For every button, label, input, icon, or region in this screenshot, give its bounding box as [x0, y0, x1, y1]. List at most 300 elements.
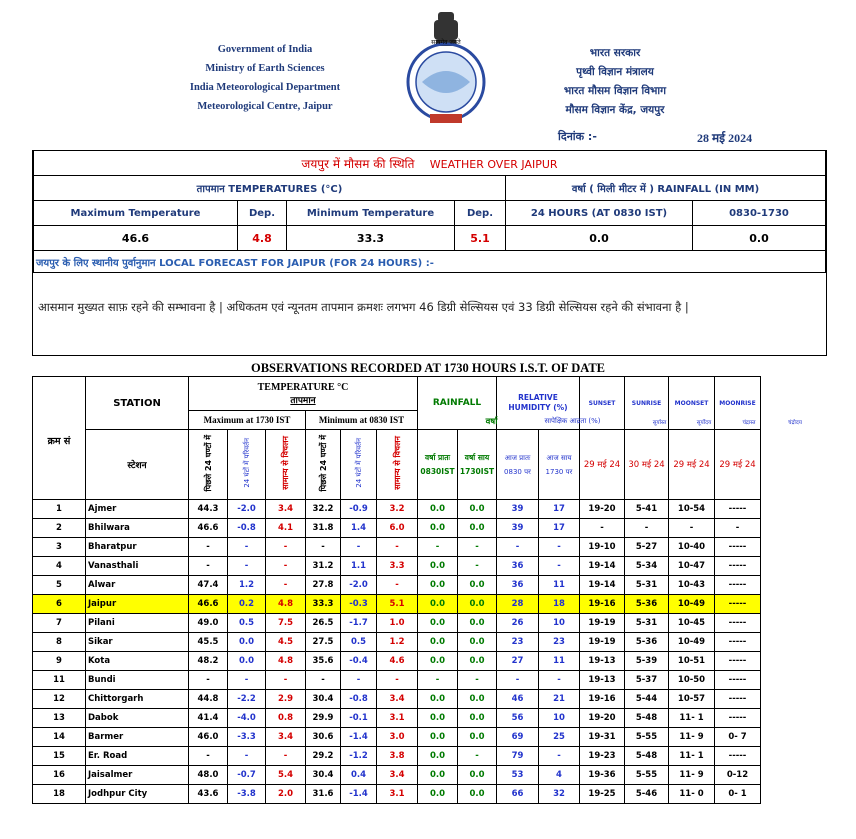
- last24-header: पिछले 24 घण्टों में: [203, 434, 213, 492]
- moonset-cell: 10-40: [669, 538, 715, 557]
- table-row: [33, 614, 761, 633]
- national-emblem-icon: [400, 10, 492, 128]
- sunset-cell: 19-13: [580, 652, 625, 671]
- min-change-cell: -0.4: [341, 652, 377, 671]
- last24-header: पिछले 24 घण्टों में: [318, 434, 328, 492]
- min-temp-cell: 30.4: [306, 690, 341, 709]
- serial-cell: 3: [33, 538, 86, 557]
- station-name-cell: Er. Road: [86, 747, 189, 766]
- max-temp-cell: 46.6: [189, 595, 228, 614]
- header-line: पृथ्वी विज्ञान मंत्रालय: [576, 66, 654, 78]
- min-dev-cell: 6.0: [377, 519, 418, 538]
- rain-evening-cell: -: [458, 671, 497, 690]
- max-change-cell: -3.3: [228, 728, 266, 747]
- serial-cell: 12: [33, 690, 86, 709]
- rh-evening-time: 1730 पर: [545, 467, 573, 476]
- max-dev-cell: -: [266, 557, 306, 576]
- rain-evening-cell: 0.0: [458, 728, 497, 747]
- sunset-cell: 19-36: [580, 766, 625, 785]
- moonrise-cell: -----: [715, 557, 761, 576]
- table-row: [33, 747, 761, 766]
- moonrise-header-hi: चंद्रोदय: [788, 420, 802, 426]
- rh-morning-header: [497, 430, 539, 500]
- max-temp-cell: 44.8: [189, 690, 228, 709]
- sunrise-header: SUNRISE: [625, 377, 669, 430]
- sunset-cell: 19-10: [580, 538, 625, 557]
- max-dev-cell: -: [266, 576, 306, 595]
- rh-morning-cell: 39: [497, 519, 539, 538]
- rain-morning-cell: -: [418, 671, 458, 690]
- max-temp-cell: -: [189, 747, 228, 766]
- min-temp-value: 33.3: [287, 226, 455, 251]
- header-hindi: [530, 44, 700, 120]
- moonrise-cell: -----: [715, 652, 761, 671]
- max-change-cell: 0.0: [228, 652, 266, 671]
- moonset-header: MOONSET: [669, 377, 715, 430]
- min-change-cell: 0.4: [341, 766, 377, 785]
- moonset-cell: 11- 9: [669, 728, 715, 747]
- rain-morning-cell: 0.0: [418, 557, 458, 576]
- sunset-date: 29 मई 24: [580, 430, 625, 500]
- moonset-cell: 10-50: [669, 671, 715, 690]
- moonrise-cell: -----: [715, 671, 761, 690]
- table-row: [33, 633, 761, 652]
- min-change-cell: 1.1: [341, 557, 377, 576]
- rain-morning-cell: 0.0: [418, 500, 458, 519]
- date-value: 28 मई 2024: [697, 131, 753, 145]
- min-temp-cell: 30.4: [306, 766, 341, 785]
- observations-table: [32, 376, 761, 804]
- max-change-cell: -2.2: [228, 690, 266, 709]
- min-group-header: Minimum at 0830 IST: [306, 411, 418, 430]
- rain-evening-cell: 0.0: [458, 519, 497, 538]
- station-name-cell: Sikar: [86, 633, 189, 652]
- serial-cell: 18: [33, 785, 86, 804]
- station-name-cell: Chittorgarh: [86, 690, 189, 709]
- max-temp-cell: 45.5: [189, 633, 228, 652]
- rain-evening-label: वर्षा साय: [464, 452, 490, 462]
- max-temp-cell: 46.6: [189, 519, 228, 538]
- max-change-cell: 0.0: [228, 633, 266, 652]
- max-temp-cell: 48.2: [189, 652, 228, 671]
- header-line: India Meteorological Department: [189, 82, 341, 93]
- max-group-header: Maximum at 1730 IST: [189, 411, 306, 430]
- min-dep-value: 5.1: [455, 226, 506, 251]
- serial-cell: 2: [33, 519, 86, 538]
- sunrise-cell: 5-48: [625, 747, 669, 766]
- serial-cell: 8: [33, 633, 86, 652]
- table-row: [33, 728, 761, 747]
- min-dev-cell: 1.0: [377, 614, 418, 633]
- rain-morning-header: [418, 430, 458, 500]
- station-header: STATION: [86, 377, 189, 430]
- min-dev-cell: 3.1: [377, 785, 418, 804]
- min-dev-cell: -: [377, 671, 418, 690]
- max-change-cell: -: [228, 671, 266, 690]
- rh-evening-cell: 11: [539, 652, 580, 671]
- rh-evening-cell: 32: [539, 785, 580, 804]
- sunrise-cell: 5-37: [625, 671, 669, 690]
- min-dev-cell: -: [377, 576, 418, 595]
- sunrise-cell: 5-48: [625, 709, 669, 728]
- sunrise-cell: 5-39: [625, 652, 669, 671]
- min-change-cell: -1.4: [341, 785, 377, 804]
- min-temp-cell: -: [306, 538, 341, 557]
- sunrise-cell: 5-27: [625, 538, 669, 557]
- sunset-cell: 19-19: [580, 614, 625, 633]
- min-temp-cell: 31.8: [306, 519, 341, 538]
- sunrise-cell: -: [625, 519, 669, 538]
- rh-morning-cell: 46: [497, 690, 539, 709]
- min-change-cell: 0.5: [341, 633, 377, 652]
- sunset-cell: 19-16: [580, 690, 625, 709]
- max-temp-cell: -: [189, 538, 228, 557]
- sunrise-cell: 5-36: [625, 595, 669, 614]
- moonset-cell: 10-57: [669, 690, 715, 709]
- min-change-cell: -2.0: [341, 576, 377, 595]
- serial-cell: 6: [33, 595, 86, 614]
- col-rain-day: 0830-1730: [693, 201, 826, 226]
- rain-morning-cell: 0.0: [418, 576, 458, 595]
- max-dev-cell: 5.4: [266, 766, 306, 785]
- min-temp-cell: 27.8: [306, 576, 341, 595]
- station-name-cell: Jaipur: [86, 595, 189, 614]
- min-dev-cell: 3.4: [377, 690, 418, 709]
- rh-morning-cell: 69: [497, 728, 539, 747]
- rain-morning-label: वर्षा प्रातः: [424, 452, 451, 462]
- station-name-cell: Pilani: [86, 614, 189, 633]
- max-dev-cell: 7.5: [266, 614, 306, 633]
- rh-evening-cell: 10: [539, 709, 580, 728]
- moonset-cell: 10-49: [669, 595, 715, 614]
- header-english: [150, 40, 380, 116]
- max-dev-cell: -: [266, 671, 306, 690]
- rain-evening-cell: -: [458, 747, 497, 766]
- rh-evening-cell: 10: [539, 614, 580, 633]
- moonrise-cell: 0- 1: [715, 785, 761, 804]
- serial-cell: 5: [33, 576, 86, 595]
- max-dep-value: 4.8: [238, 226, 287, 251]
- rh-morning-cell: -: [497, 538, 539, 557]
- serial-cell: 16: [33, 766, 86, 785]
- moonrise-cell: -----: [715, 690, 761, 709]
- min-dev-cell: -: [377, 538, 418, 557]
- moonrise-cell: -----: [715, 709, 761, 728]
- rain-morning-cell: 0.0: [418, 519, 458, 538]
- serial-cell: 14: [33, 728, 86, 747]
- station-name-cell: Bhilwara: [86, 519, 189, 538]
- change24-header: 24 घंटों में परिवर्तन: [243, 438, 251, 488]
- min-temp-cell: 27.5: [306, 633, 341, 652]
- normal-dev-header: सामान्य से विचलन: [392, 436, 402, 490]
- min-dev-cell: 3.2: [377, 500, 418, 519]
- max-dev-cell: 4.5: [266, 633, 306, 652]
- min-change-cell: -0.8: [341, 690, 377, 709]
- moonset-cell: 11- 0: [669, 785, 715, 804]
- rain-evening-cell: 0.0: [458, 690, 497, 709]
- max-temp-cell: 47.4: [189, 576, 228, 595]
- weather-title-en: WEATHER OVER JAIPUR: [429, 157, 558, 171]
- rain-morning-cell: 0.0: [418, 785, 458, 804]
- rh-morning-cell: 66: [497, 785, 539, 804]
- rh-evening-cell: 18: [539, 595, 580, 614]
- max-temp-cell: 41.4: [189, 709, 228, 728]
- rain-evening-cell: 0.0: [458, 766, 497, 785]
- min-change-cell: -1.4: [341, 728, 377, 747]
- rh-morning-cell: -: [497, 671, 539, 690]
- rh-morning-cell: 36: [497, 557, 539, 576]
- min-dev-cell: 3.3: [377, 557, 418, 576]
- max-change-cell: 0.2: [228, 595, 266, 614]
- sunrise-cell: 5-31: [625, 576, 669, 595]
- min-dev-cell: 3.1: [377, 709, 418, 728]
- max-change-cell: -: [228, 538, 266, 557]
- rh-evening-cell: 4: [539, 766, 580, 785]
- sunset-header: SUNSET: [580, 377, 625, 430]
- min-temp-cell: 29.9: [306, 709, 341, 728]
- rainfall-header: वर्षा ( मिली मीटर में ) RAINFALL (IN MM): [506, 176, 826, 201]
- rain-evening-time: 1730IST: [459, 466, 495, 476]
- rh-morning-cell: 53: [497, 766, 539, 785]
- min-dev-cell: 5.1: [377, 595, 418, 614]
- rain-evening-cell: 0.0: [458, 576, 497, 595]
- max-temp-cell: 43.6: [189, 785, 228, 804]
- moonset-cell: 10-45: [669, 614, 715, 633]
- header-line: भारत सरकार: [589, 47, 641, 59]
- sunrise-cell: 5-44: [625, 690, 669, 709]
- min-temp-cell: 29.2: [306, 747, 341, 766]
- max-temp-cell: 49.0: [189, 614, 228, 633]
- sunset-cell: 19-23: [580, 747, 625, 766]
- table-row: [33, 766, 761, 785]
- header-line: Ministry of Earth Sciences: [205, 63, 325, 74]
- table-row: [33, 595, 761, 614]
- min-temp-cell: 26.5: [306, 614, 341, 633]
- min-dev-cell: 3.8: [377, 747, 418, 766]
- min-temp-cell: 35.6: [306, 652, 341, 671]
- max-dev-cell: -: [266, 538, 306, 557]
- moonrise-cell: 0-12: [715, 766, 761, 785]
- rh-morning-label: आज प्रातः: [504, 453, 531, 462]
- rain-evening-cell: 0.0: [458, 785, 497, 804]
- station-name-cell: Bharatpur: [86, 538, 189, 557]
- serial-header: क्रम सं: [33, 430, 86, 500]
- sunset-cell: 19-16: [580, 595, 625, 614]
- sunset-header-hi: सूर्यास्त: [652, 420, 667, 426]
- station-name-cell: Jodhpur City: [86, 785, 189, 804]
- date-label: दिनांक :-: [558, 130, 597, 143]
- moonset-cell: 11- 9: [669, 766, 715, 785]
- rh-evening-cell: 17: [539, 500, 580, 519]
- moonset-cell: 10-43: [669, 576, 715, 595]
- min-temp-cell: 31.6: [306, 785, 341, 804]
- max-change-cell: -: [228, 747, 266, 766]
- rh-evening-cell: 25: [539, 728, 580, 747]
- moonrise-cell: -----: [715, 538, 761, 557]
- forecast-label: जयपुर के लिए स्थानीय पुर्वानुमान LOCAL FORECAST FOR JAIPUR (FOR 24 HOURS) :-: [34, 251, 826, 273]
- observations-body: [33, 500, 761, 804]
- sunset-cell: 19-14: [580, 557, 625, 576]
- rain-evening-header: [458, 430, 497, 500]
- max-temp-cell: 48.0: [189, 766, 228, 785]
- rain-morning-cell: 0.0: [418, 614, 458, 633]
- rain-evening-cell: 0.0: [458, 709, 497, 728]
- rain-evening-cell: 0.0: [458, 595, 497, 614]
- rainfall-group-header: RAINFALL: [418, 377, 497, 430]
- max-temp-cell: -: [189, 671, 228, 690]
- table-row: [33, 671, 761, 690]
- moonrise-cell: -----: [715, 500, 761, 519]
- min-temp-cell: 30.6: [306, 728, 341, 747]
- sunrise-cell: 5-46: [625, 785, 669, 804]
- moonset-cell: 11- 1: [669, 709, 715, 728]
- min-change-cell: 1.4: [341, 519, 377, 538]
- weather-summary-box: [32, 150, 827, 356]
- rain-morning-cell: 0.0: [418, 652, 458, 671]
- rain-evening-cell: 0.0: [458, 652, 497, 671]
- col-dep: Dep.: [238, 201, 287, 226]
- weather-title: [34, 151, 826, 176]
- rain-morning-cell: 0.0: [418, 728, 458, 747]
- table-row: [33, 652, 761, 671]
- sunset-cell: 19-31: [580, 728, 625, 747]
- sunrise-cell: 5-41: [625, 500, 669, 519]
- weather-title-hi: जयपुर में मौसम की स्थिति: [301, 156, 415, 171]
- sunset-cell: -: [580, 519, 625, 538]
- max-change-cell: -2.0: [228, 500, 266, 519]
- rain-morning-cell: 0.0: [418, 709, 458, 728]
- sunset-cell: 19-20: [580, 709, 625, 728]
- sunrise-cell: 5-55: [625, 766, 669, 785]
- rainfall-header-hi: वर्षा: [485, 417, 498, 427]
- station-header-hi: स्टेशन: [86, 430, 189, 500]
- rain-evening-cell: -: [458, 538, 497, 557]
- min-dev-cell: 1.2: [377, 633, 418, 652]
- min-temp-cell: 32.2: [306, 500, 341, 519]
- rh-morning-cell: 28: [497, 595, 539, 614]
- moonrise-date: 29 मई 24: [715, 430, 761, 500]
- station-name-cell: Vanasthali: [86, 557, 189, 576]
- max-dev-cell: 4.8: [266, 652, 306, 671]
- moonrise-cell: -----: [715, 576, 761, 595]
- rh-group-header: RELATIVE HUMIDITY (%): [497, 377, 580, 430]
- moonset-cell: -: [669, 519, 715, 538]
- rain-day-value: 0.0: [693, 226, 826, 251]
- serial-cell: 13: [33, 709, 86, 728]
- min-change-cell: -0.9: [341, 500, 377, 519]
- min-change-cell: -: [341, 538, 377, 557]
- moonrise-cell: -: [715, 519, 761, 538]
- rh-morning-cell: 23: [497, 633, 539, 652]
- rh-evening-cell: -: [539, 557, 580, 576]
- serial-cell: 15: [33, 747, 86, 766]
- moonrise-cell: 0- 7: [715, 728, 761, 747]
- header-line: Government of India: [217, 44, 313, 55]
- rh-evening-cell: -: [539, 538, 580, 557]
- col-rain-24h: 24 HOURS (AT 0830 IST): [506, 201, 693, 226]
- rh-morning-cell: 26: [497, 614, 539, 633]
- serial-cell: 4: [33, 557, 86, 576]
- table-row: [33, 785, 761, 804]
- rh-morning-cell: 27: [497, 652, 539, 671]
- max-dev-cell: 0.8: [266, 709, 306, 728]
- sunset-cell: 19-20: [580, 500, 625, 519]
- moonset-header-hi: चंद्रास्त: [742, 420, 756, 426]
- rain-morning-cell: 0.0: [418, 766, 458, 785]
- table-row: [33, 690, 761, 709]
- table-row: [33, 709, 761, 728]
- max-dev-cell: 2.9: [266, 690, 306, 709]
- rh-evening-cell: 21: [539, 690, 580, 709]
- table-row: [33, 576, 761, 595]
- max-dev-cell: 4.8: [266, 595, 306, 614]
- header-line: भारत मौसम विज्ञान विभाग: [563, 85, 667, 97]
- station-name-cell: Ajmer: [86, 500, 189, 519]
- max-temp-cell: -: [189, 557, 228, 576]
- station-name-cell: Bundi: [86, 671, 189, 690]
- rh-evening-cell: -: [539, 747, 580, 766]
- min-temp-cell: 31.2: [306, 557, 341, 576]
- max-change-cell: -4.0: [228, 709, 266, 728]
- min-change-cell: -0.3: [341, 595, 377, 614]
- max-temp-value: 46.6: [34, 226, 238, 251]
- moonset-cell: 10-51: [669, 652, 715, 671]
- station-name-cell: Jaisalmer: [86, 766, 189, 785]
- temp-header-hi: तापमान: [290, 394, 316, 405]
- table-row: [33, 519, 761, 538]
- rh-evening-header: [539, 430, 580, 500]
- header-line: Meteorological Centre, Jaipur: [197, 101, 333, 112]
- min-dev-cell: 3.4: [377, 766, 418, 785]
- min-change-cell: -: [341, 671, 377, 690]
- moonrise-header: MOONRISE: [715, 377, 761, 430]
- max-change-cell: 0.5: [228, 614, 266, 633]
- moonset-cell: 10-54: [669, 500, 715, 519]
- rh-morning-cell: 56: [497, 709, 539, 728]
- col-max-temp: Maximum Temperature: [34, 201, 238, 226]
- min-dev-cell: 3.0: [377, 728, 418, 747]
- rain-evening-cell: 0.0: [458, 614, 497, 633]
- min-change-cell: -0.1: [341, 709, 377, 728]
- station-name-cell: Kota: [86, 652, 189, 671]
- sunrise-cell: 5-36: [625, 633, 669, 652]
- rain-evening-cell: 0.0: [458, 500, 497, 519]
- station-name-cell: Alwar: [86, 576, 189, 595]
- sunrise-date: 30 मई 24: [625, 430, 669, 500]
- max-change-cell: -3.8: [228, 785, 266, 804]
- moonset-cell: 10-49: [669, 633, 715, 652]
- col-dep: Dep.: [455, 201, 506, 226]
- weather-summary-table: [33, 151, 826, 273]
- forecast-text: आसमान मुख्यत साफ़ रहने की सम्भावना है | अधिकतम एवं न्यूनतम तापमान क्रमशः लगभग 46 डिग्री सेल्सियस एवं 33 डिग्री सेल्सियस रहने की संभावना है |: [38, 300, 689, 314]
- moonrise-cell: -----: [715, 595, 761, 614]
- rh-evening-cell: 23: [539, 633, 580, 652]
- rain-evening-cell: -: [458, 557, 497, 576]
- sunrise-cell: 5-31: [625, 614, 669, 633]
- rh-morning-cell: 39: [497, 500, 539, 519]
- rh-morning-cell: 36: [497, 576, 539, 595]
- temp-header-en: TEMPERATURE °C: [257, 381, 349, 393]
- rh-header-hi: सापेक्षिक आद्रता (%): [544, 417, 601, 425]
- rain-evening-cell: 0.0: [458, 633, 497, 652]
- sunset-cell: 19-19: [580, 633, 625, 652]
- moonrise-cell: -----: [715, 747, 761, 766]
- temperature-group-header: [189, 377, 418, 411]
- rain-morning-cell: -: [418, 538, 458, 557]
- sunset-cell: 19-25: [580, 785, 625, 804]
- min-change-cell: -1.7: [341, 614, 377, 633]
- serial-cell: 1: [33, 500, 86, 519]
